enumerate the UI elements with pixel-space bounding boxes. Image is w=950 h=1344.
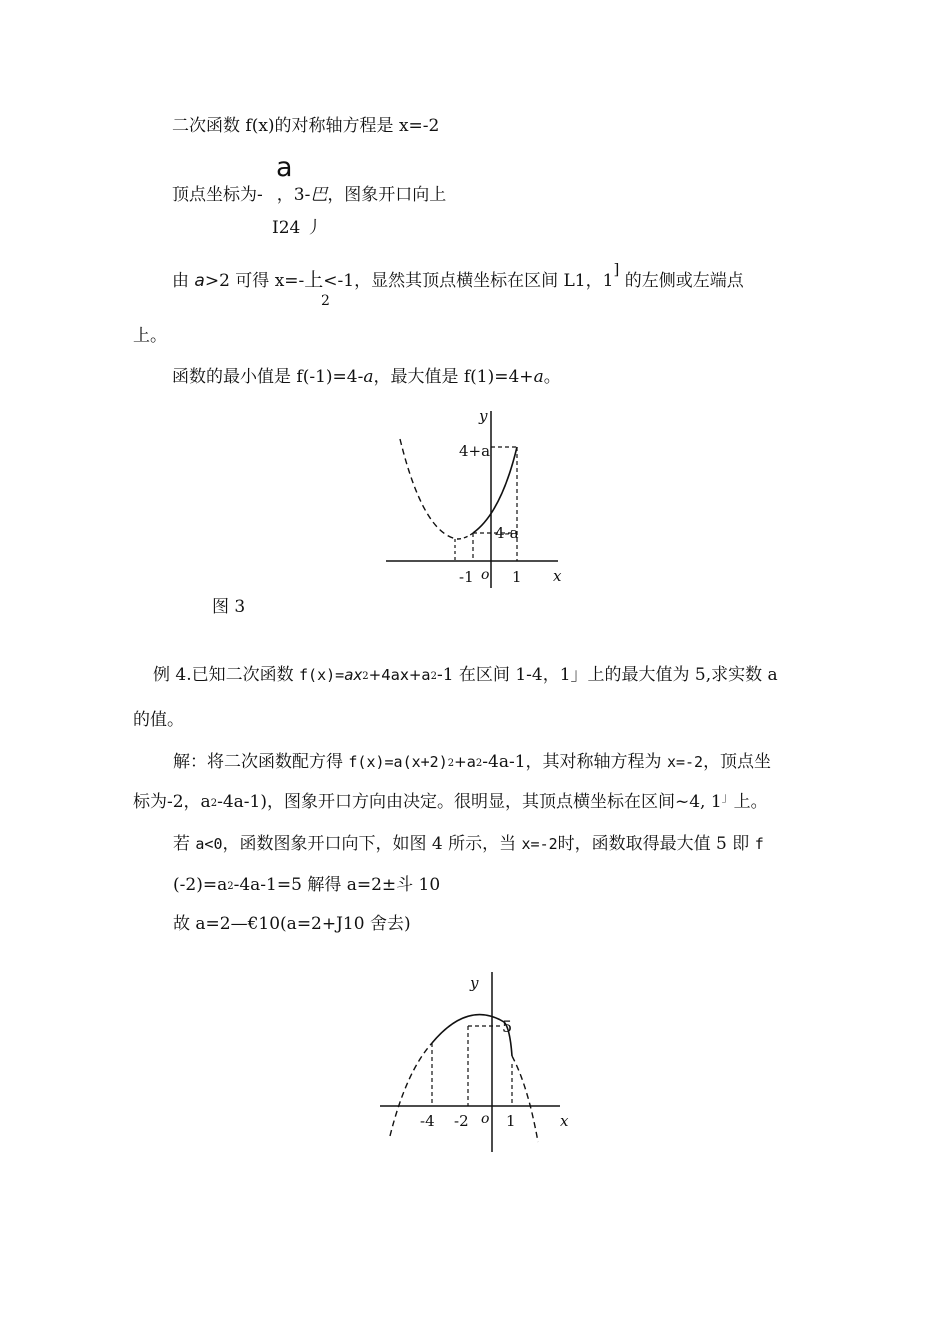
vertex-subline: I24 丿 [272,218,323,238]
sol3-text-2: ，函数图象开口向下，如图 4 所示，当 [222,834,522,854]
sol1-text-4: ，顶点坐 [703,752,772,772]
sol4-text-2: -4a-1=5 解得 a=2±斗 10 [233,875,441,895]
fig4-y-label: y [470,974,479,992]
ex4-text-2: +4ax+a [368,666,431,684]
p3-text-1: 由 [172,271,195,291]
sol3-text-1: 若 [173,834,196,854]
fig3-label-mid: 4-a [495,524,519,542]
fig4-tick-1: 1 [506,1112,516,1130]
sol1-sq2: 2 [475,758,483,769]
vertex-suffix: ，图象开口向上 [327,185,447,205]
sol1-sq1: 2 [447,758,455,769]
solution-line-4 [173,875,440,895]
sol1-text-1: 解：将二次函数配方得 [173,752,349,772]
solution-line-3 [173,834,764,854]
p3-bracket: ] [613,260,620,278]
ex4-sq1: 2 [362,671,369,682]
para-axis-of-symmetry: 二次函数 f(x)的对称轴方程是 x=-2 [172,116,440,136]
sol4-text-1: (-2)=a [173,875,228,895]
p3-text-2: >2 可得 x=- [204,271,305,291]
figure-3-graph [383,403,573,588]
para-min-max [172,367,561,387]
sol2-text-2: -4a-1)，图象开口方向由决定。很明显，其顶点横坐标在区间~4, 1 [217,792,722,812]
sol1-text-3: -4a-1，其对称轴方程为 [482,752,667,772]
ex4-text-1: 例 4.已知二次函数 [153,665,300,685]
figure-3-caption: 图 3 [212,597,246,617]
solution-line-1 [173,752,771,772]
sol2-bracket: 」 [721,790,734,804]
p4-text-2: ，最大值是 f(1)=4+ [373,367,534,387]
ex4-text-3: -1 在区间 1-4，1」上的最大值为 5,求实数 a [436,665,778,685]
fig4-x-label: x [560,1112,569,1130]
vertex-prefix: 顶点坐标为- [172,185,263,205]
vertex-numerator-a: a [276,152,293,183]
fig4-tick-m2: -2 [454,1112,469,1130]
p3-shang: 上 [304,269,324,291]
para-vertex-position [172,260,744,292]
sol1-x: x=-2 [666,753,704,771]
sol2-sq1: 2 [210,798,218,809]
fig3-tick-1: 1 [512,568,522,586]
sol2-text-3: 上。 [733,792,768,812]
fig4-origin: o [481,1111,490,1127]
ex4-fx: f(x)= [299,666,345,684]
p4-text-3: 。 [543,367,561,387]
vertex-mid: ，3- [276,185,311,205]
fig4-label-5: 5 [502,1017,513,1036]
fig3-y-label: y [479,407,488,425]
para-vertex-position-cont: 上。 [133,326,167,346]
example-4-statement [153,665,778,685]
p4-text-1: 函数的最小值是 f(-1)=4- [172,367,364,387]
p3-var-a: a [194,271,205,291]
sol1-text-2: +a [454,753,476,771]
fig3-label-top: 4+a [459,442,491,460]
figure-4-graph [378,966,578,1156]
ex4-sq2: 2 [430,671,437,682]
p3-denominator: 2 [321,293,330,309]
p3-text-4: 的左侧或左端点 [619,271,744,291]
fig4-tick-m4: -4 [420,1112,435,1130]
vertex-ba: 巴 [310,185,328,205]
fig3-origin: o [481,567,490,583]
fig3-x-label: x [553,567,562,585]
sol4-sq1: 2 [227,881,234,892]
p3-text-3: <-1，显然其顶点横坐标在区间 L1，1 [323,271,614,291]
sol3-f: f [754,835,764,853]
p4-a1: a [363,367,374,387]
sol1-fx: f(x)=a(x+2) [348,753,448,771]
fig3-tick-m1: -1 [459,568,474,586]
solution-line-2 [133,792,768,812]
p4-a2: a [533,367,544,387]
ex4-ax: ax [344,666,363,684]
para-vertex-coordinates [172,185,446,205]
example-4-statement-cont: 的值。 [133,710,184,730]
sol3-x: x=-2 [521,835,558,853]
sol3-text-3: 时，函数取得最大值 5 即 [557,834,755,854]
sol3-cond: a<0 [195,835,223,853]
sol2-text-1: 标为-2，a [133,792,211,812]
solution-line-5: 故 a=2—€10(a=2+J10 舍去) [173,914,411,934]
